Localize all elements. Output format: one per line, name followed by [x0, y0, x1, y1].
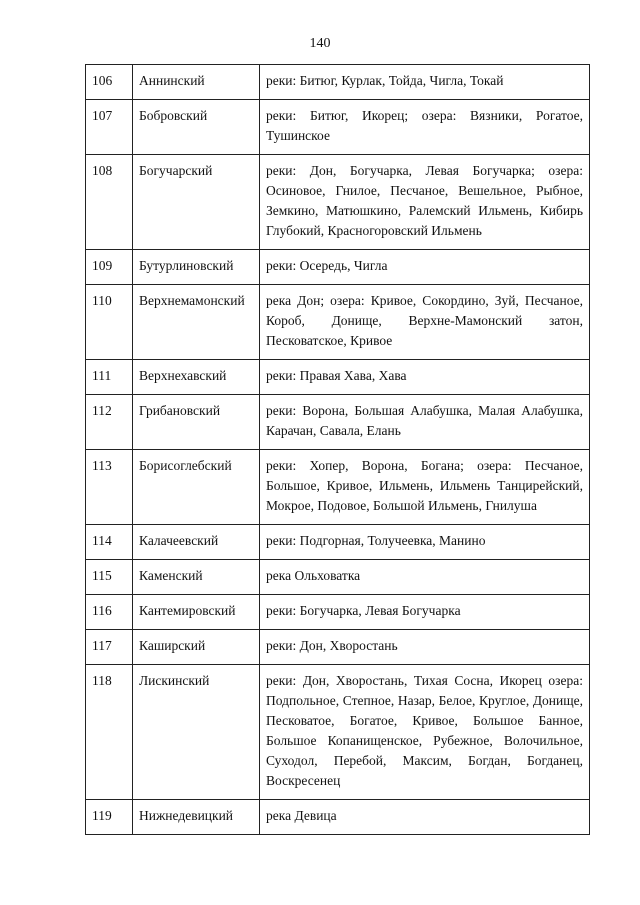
water-objects-cell: реки: Богучарка, Левая Богучарка: [260, 595, 590, 630]
district-cell: Каширский: [133, 630, 260, 665]
table-row: [86, 560, 590, 595]
table-row: [86, 595, 590, 630]
table-row: [86, 800, 590, 835]
row-number-cell: 106: [86, 65, 133, 100]
table-row: [86, 395, 590, 450]
district-cell: Аннинский: [133, 65, 260, 100]
row-number-cell: 113: [86, 450, 133, 525]
table-row: [86, 155, 590, 250]
table-row: [86, 630, 590, 665]
water-objects-cell: реки: Дон, Богучарка, Левая Богучарка; озера: Осиновое, Гнилое, Песчаное, Вешельное, Рыбное, Земкино, Матюшкино, Ралемский Ильмень, Кибирь Глубокий, Красногоровский Ильмень: [260, 155, 590, 250]
district-cell: Верхнехавский: [133, 360, 260, 395]
district-cell: Нижнедевицкий: [133, 800, 260, 835]
row-number-cell: 115: [86, 560, 133, 595]
row-number-cell: 112: [86, 395, 133, 450]
district-cell: Борисоглебский: [133, 450, 260, 525]
water-objects-cell: реки: Подгорная, Толучеевка, Манино: [260, 525, 590, 560]
row-number-cell: 109: [86, 250, 133, 285]
water-objects-cell: реки: Битюг, Икорец; озера: Вязники, Рогатое, Тушинское: [260, 100, 590, 155]
water-objects-cell: река Ольховатка: [260, 560, 590, 595]
row-number-cell: 110: [86, 285, 133, 360]
row-number-cell: 111: [86, 360, 133, 395]
table-row: [86, 250, 590, 285]
water-objects-cell: реки: Осередь, Чигла: [260, 250, 590, 285]
row-number-cell: 107: [86, 100, 133, 155]
row-number-cell: 114: [86, 525, 133, 560]
water-objects-cell: река Девица: [260, 800, 590, 835]
water-objects-cell: реки: Дон, Хворостань: [260, 630, 590, 665]
district-cell: Верхнемамонский: [133, 285, 260, 360]
district-cell: Грибановский: [133, 395, 260, 450]
water-objects-cell: реки: Битюг, Курлак, Тойда, Чигла, Токай: [260, 65, 590, 100]
table-row: [86, 360, 590, 395]
district-cell: Каменский: [133, 560, 260, 595]
district-cell: Калачеевский: [133, 525, 260, 560]
water-objects-cell: реки: Ворона, Большая Алабушка, Малая Алабушка, Карачан, Савала, Елань: [260, 395, 590, 450]
water-objects-cell: реки: Хопер, Ворона, Богана; озера: Песчаное, Большое, Кривое, Ильмень, Ильмень Танцирейский, Мокрое, Подовое, Большой Ильмень, Гнилуша: [260, 450, 590, 525]
table-row: [86, 100, 590, 155]
table-row: [86, 65, 590, 100]
district-cell: Кантемировский: [133, 595, 260, 630]
row-number-cell: 117: [86, 630, 133, 665]
table-body: [86, 65, 590, 835]
row-number-cell: 108: [86, 155, 133, 250]
table-row: [86, 525, 590, 560]
district-cell: Богучарский: [133, 155, 260, 250]
page-number: 140: [309, 36, 331, 51]
row-number-cell: 118: [86, 665, 133, 800]
table-row: [86, 665, 590, 800]
water-objects-cell: реки: Правая Хава, Хава: [260, 360, 590, 395]
district-cell: Бутурлиновский: [133, 250, 260, 285]
water-bodies-table: [85, 64, 590, 835]
water-objects-cell: река Дон; озера: Кривое, Сокордино, Зуй, Песчаное, Короб, Донище, Верхне-Мамонский затон, Песковатское, Кривое: [260, 285, 590, 360]
row-number-cell: 116: [86, 595, 133, 630]
district-cell: Лискинский: [133, 665, 260, 800]
water-objects-cell: реки: Дон, Хворостань, Тихая Сосна, Икорец озера: Подпольное, Степное, Назар, Белое, Круглое, Донище, Песковатое, Богатое, Кривое, Большое Банное, Большое Копанищенское, Рубежное, Волочильное, Суходол, Перебой, Максим, Богдан, Богданец, Воскресенец: [260, 665, 590, 800]
district-cell: Бобровский: [133, 100, 260, 155]
table-row: [86, 450, 590, 525]
row-number-cell: 119: [86, 800, 133, 835]
table-row: [86, 285, 590, 360]
